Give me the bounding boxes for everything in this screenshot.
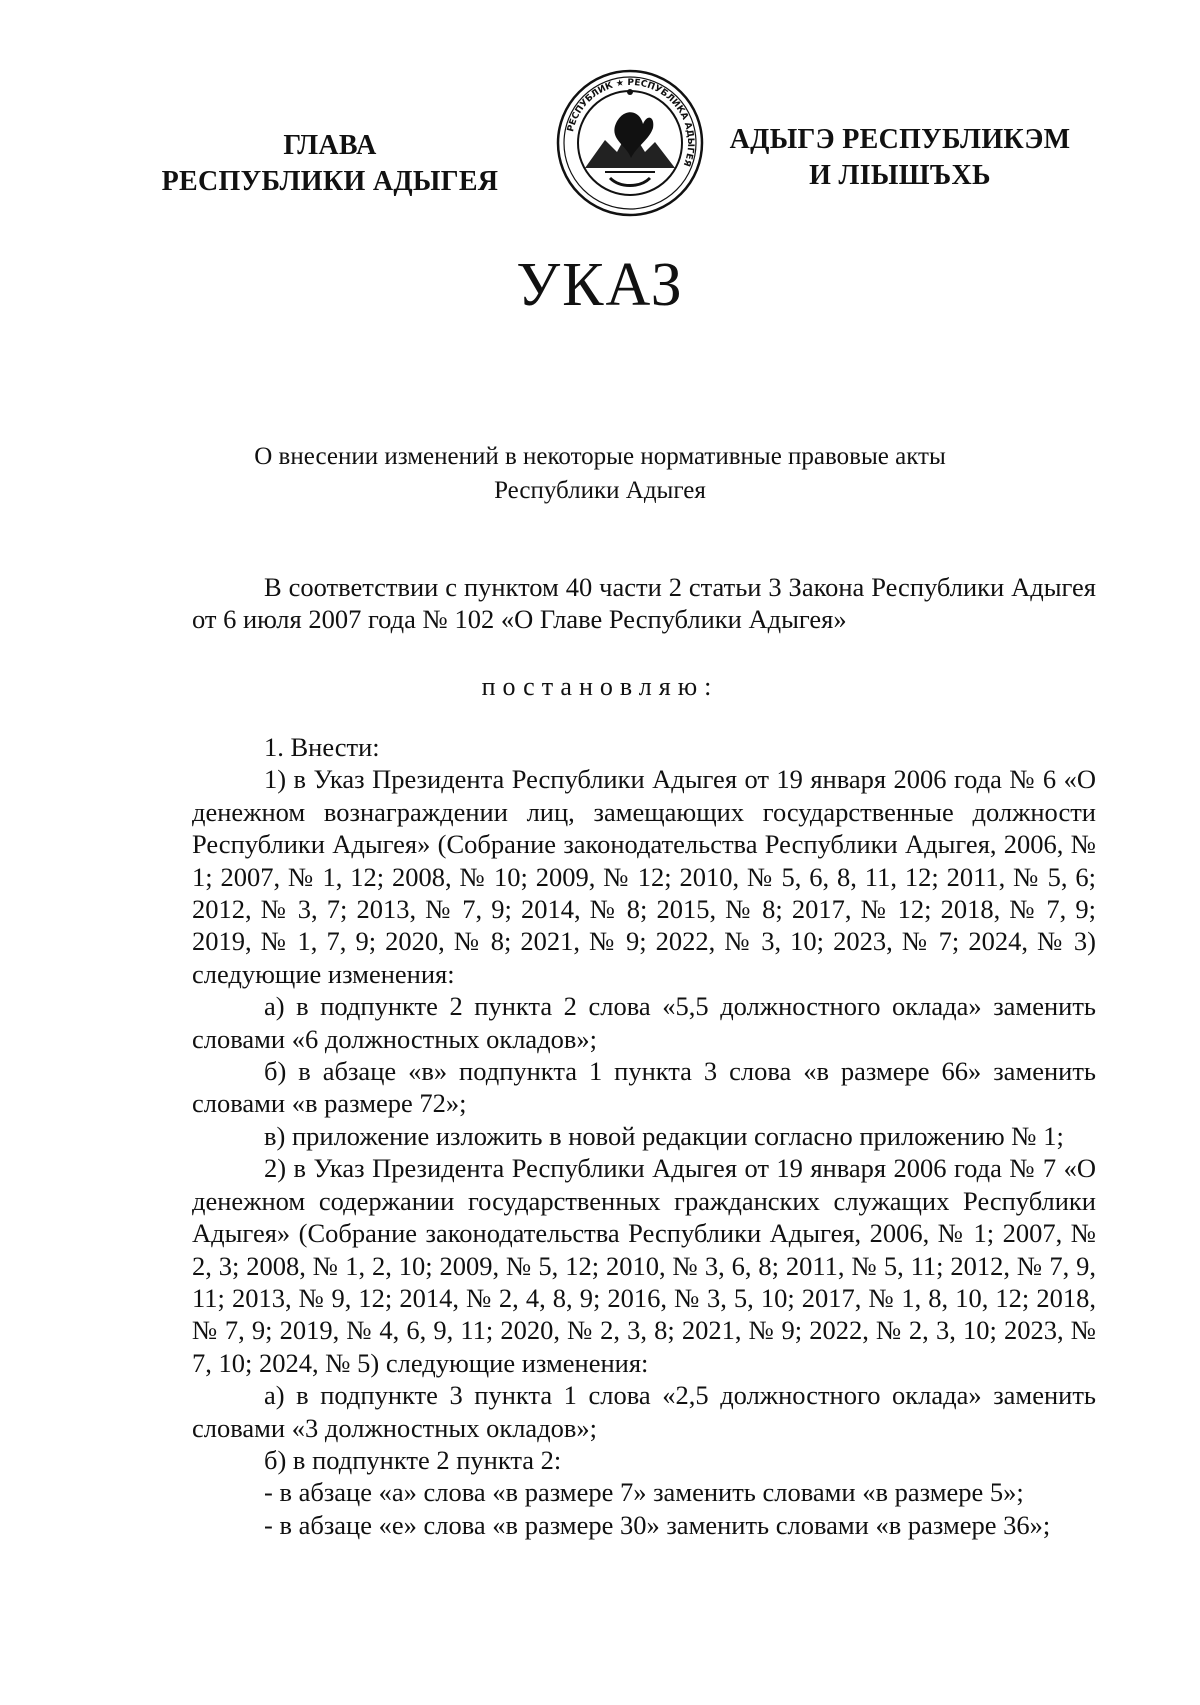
header-right xyxy=(720,122,1080,194)
coat-of-arms-emblem xyxy=(555,68,705,218)
emblem-ring-text: РЕСПУБЛИК ★ РЕСПУБЛИКА АДЫГЕЯ xyxy=(566,77,696,168)
paragraph-7: а) в подпункте 3 пункта 1 слова «2,5 должностного оклада» заменить словами «3 должностных окладов»; xyxy=(192,1380,1096,1443)
paragraph-3: а) в подпункте 2 пункта 2 слова «5,5 должностного оклада» заменить словами «6 должностных окладов»; xyxy=(192,991,1096,1054)
paragraph-4: б) в абзаце «в» подпункта 1 пункта 3 слова «в размере 66» заменить словами «в размере 72»; xyxy=(192,1056,1096,1119)
header-right-line2: И ЛІЫШЪХЬ xyxy=(809,160,991,191)
paragraph-10: - в абзаце «е» слова «в размере 30» заменить словами «в размере 36»; xyxy=(264,1509,1051,1540)
header-left-line2: РЕСПУБЛИКИ АДЫГЕЯ xyxy=(161,166,499,197)
body-text xyxy=(192,731,1096,1541)
header-right-line1: АДЫГЭ РЕСПУБЛИКЭМ xyxy=(729,124,1071,155)
decree-word: постановляю: xyxy=(481,672,719,701)
document-subject xyxy=(160,440,1040,508)
paragraph-6: 2) в Указ Президента Республики Адыгея от 19 января 2006 года № 7 «О денежном содержании государственных гражданских служащих Республики Адыгея» (Собрание законодательства Республики Адыгея, 2006, № 1; 2007, № 2, 3; 2008, № 1, 2, 10; 2009, № 5, 12; 2010, № 3, 6, 8; 2011, № 5, 11; 2012, № 7, 9, 11; 2013, № 9, 12; 2014, № 2, 4, 8, 9; 2016, № 3, 5, 10; 2017, № 1, 8, 10, 12; 2018, № 7, 9; 2019, № 4, 6, 9, 11; 2020, № 2, 3, 8; 2021, № 9; 2022, № 2, 3, 10; 2023, № 7, 10; 2024, № 5) следующие изменения: xyxy=(192,1153,1096,1378)
subject-line2: Республики Адыгея xyxy=(494,477,706,504)
header-left-line1: ГЛАВА xyxy=(283,130,377,161)
paragraph-5: в) приложение изложить в новой редакции согласно приложению № 1; xyxy=(264,1120,1064,1151)
paragraph-9: - в абзаце «а» слова «в размере 7» заменить словами «в размере 5»; xyxy=(264,1477,1024,1508)
paragraph-2: 1) в Указ Президента Республики Адыгея от 19 января 2006 года № 6 «О денежном вознаграждении лиц, замещающих государственные должности Республики Адыгея» (Собрание законодательства Республики Адыгея, 2006, № 1; 2007, № 1, 12; 2008, № 10; 2009, № 12; 2010, № 5, 6, 8, 11, 12; 2011, № 5, 6; 2012, № 3, 7; 2013, № 7, 9; 2014, № 8; 2015, № 8; 2017, № 12; 2018, № 7, 9; 2019, № 1, 7, 9; 2020, № 8; 2021, № 9; 2022, № 3, 10; 2023, № 7; 2024, № 3) следующие изменения: xyxy=(192,764,1096,989)
header-left xyxy=(150,128,510,200)
preamble-block xyxy=(192,571,1096,636)
preamble: В соответствии с пунктом 40 части 2 статьи 3 Закона Республики Адыгея от 6 июля 2007 года № 102 «О Главе Республики Адыгея» xyxy=(192,572,1096,635)
paragraph-1: 1. Внести: xyxy=(264,732,380,762)
subject-line1: О внесении изменений в некоторые нормативные правовые акты xyxy=(254,443,946,470)
paragraph-8: б) в подпункте 2 пункта 2: xyxy=(264,1444,562,1475)
document-title: УКАЗ xyxy=(516,251,684,319)
